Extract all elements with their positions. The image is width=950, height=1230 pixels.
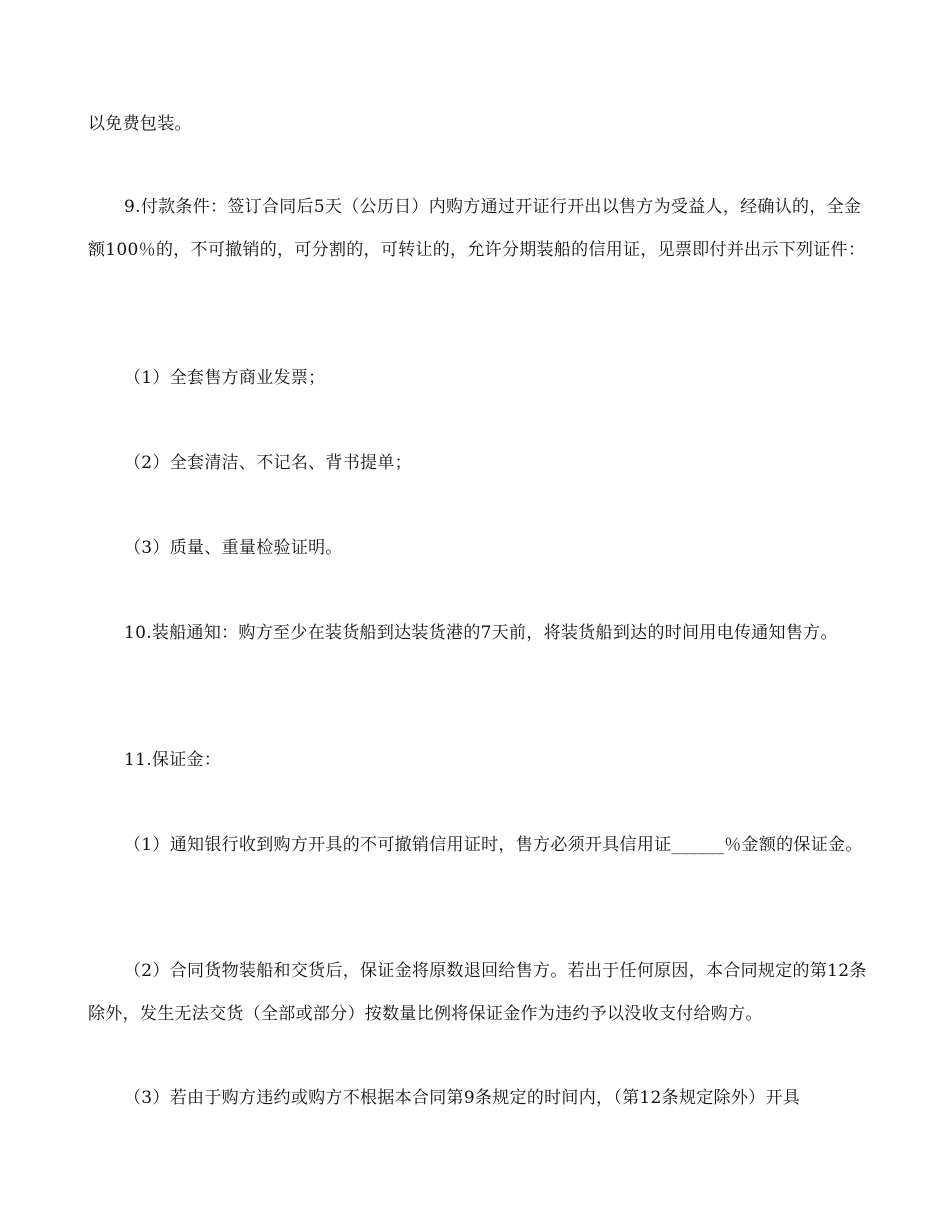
paragraph-payment-doc-1: （1）全套售方商业发票； [124, 368, 326, 388]
paragraph-deposit-2: （2）合同货物装船和交货后，保证金将原数退回给售方。若出于任何原因，本合同规定的第12条除外，发生无法交货（全部或部分）按数量比例将保证金作为违约予以没收支付给购方。 [88, 961, 867, 1024]
paragraph-packaging-tail: 以免费包装。 [88, 114, 192, 134]
paragraph-deposit-1: （1）通知银行收到购方开具的不可撤销信用证时，售方必须开具信用证______％金额的保证金。 [124, 835, 863, 855]
paragraph-shipping-notice: 10.装船通知：购方至少在装货船到达装货港的7天前，将装货船到达的时间用电传通知售方。 [124, 623, 838, 643]
paragraph-deposit-3: （3）若由于购方违约或购方不根据本合同第9条规定的时间内，（第12条规定除外）开具 [124, 1088, 801, 1108]
paragraph-deposit-heading: 11.保证金： [124, 750, 222, 770]
paragraph-payment-doc-2: （2）全套清洁、不记名、背书提单； [124, 453, 412, 473]
paragraph-payment-doc-3: （3）质量、重量检验证明。 [124, 538, 343, 558]
paragraph-payment-terms: 9.付款条件：签订合同后5天（公历日）内购方通过开证行开出以售方为受益人，经确认的，全金额100％的，不可撤销的，可分割的，可转让的，允许分期装船的信用证，见票即付并出示下列证件： [88, 197, 866, 260]
